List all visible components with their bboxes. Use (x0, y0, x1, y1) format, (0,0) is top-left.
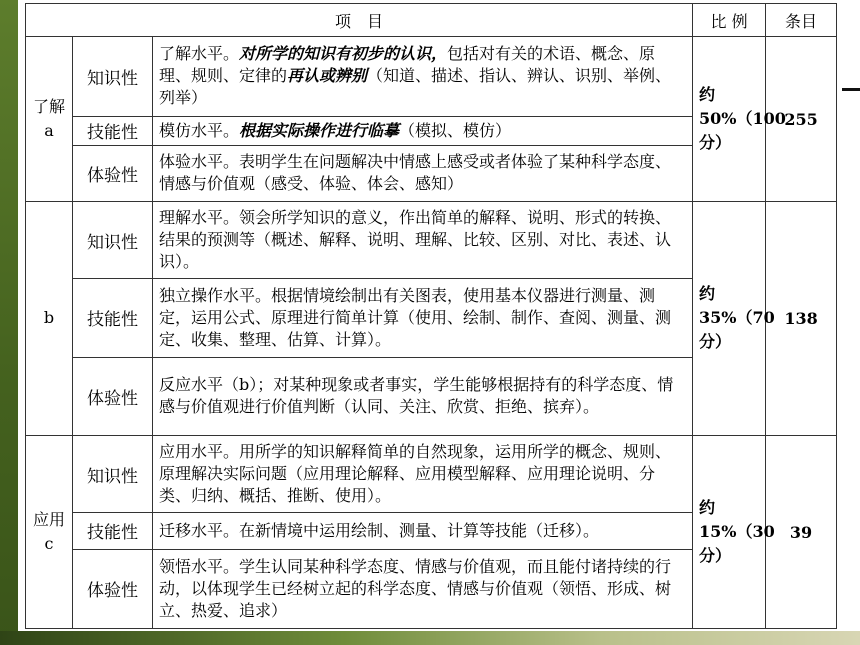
category-cell: 知识性 (73, 436, 153, 513)
description-cell: 领悟水平。学生认同某种科学态度、情感与价值观，而且能付诸持续的行动，以体现学生已经树立起的科学态度、情感与价值观（领悟、形成、树立、热爱、追求） (153, 549, 693, 628)
category-cell: 体验性 (73, 357, 153, 435)
table-row (26, 37, 837, 116)
ratio-cell: 约35%（70分） (693, 201, 766, 435)
category-cell: 技能性 (73, 513, 153, 549)
category-cell: 体验性 (73, 145, 153, 201)
level-label: b (26, 201, 73, 435)
level-label: 应用c (26, 436, 73, 629)
table-row (26, 201, 837, 278)
category-cell: 知识性 (73, 201, 153, 278)
description-cell: 体验水平。表明学生在问题解决中情感上感受或者体验了某种科学态度、情感与价值观（感受、体验、体会、感知） (153, 145, 693, 201)
description-cell: 应用水平。用所学的知识解释简单的自然现象，运用所学的概念、规则、原理解决实际问题（应用理论解释、应用模型解释、应用理论说明、分类、归纳、概括、推断、使用）。 (153, 436, 693, 513)
objectives-table (25, 3, 837, 629)
level-label: 了解a (26, 37, 73, 202)
category-cell: 技能性 (73, 116, 153, 145)
description-cell: 模仿水平。根据实际操作进行临摹（模拟、模仿） (153, 116, 693, 145)
count-cell: 255 (766, 37, 837, 202)
bottom-band (0, 631, 860, 645)
description-cell: 反应水平（b）；对某种现象或者事实，学生能够根据持有的科学态度、情感与价值观进行价值判断（认同、关注、欣赏、拒绝、摈弃）。 (153, 357, 693, 435)
description-cell: 迁移水平。在新情境中运用绘制、测量、计算等技能（迁移）。 (153, 513, 693, 549)
count-cell: 138 (766, 201, 837, 435)
table-row (26, 436, 837, 513)
description-cell: 理解水平。领会所学知识的意义，作出简单的解释、说明、形式的转换、结果的预测等（概述、解释、说明、理解、比较、区别、对比、表述、认识）。 (153, 201, 693, 278)
category-cell: 知识性 (73, 37, 153, 116)
header-ratio: 比 例 (693, 4, 766, 37)
count-cell: 39 (766, 436, 837, 629)
header-row (26, 4, 837, 37)
description-cell: 了解水平。对所学的知识有初步的认识，包括对有关的术语、概念、原理、规则、定律的再认或辨别（知道、描述、指认、辨认、识别、举例、列举） (153, 37, 693, 116)
description-cell: 独立操作水平。根据情境绘制出有关图表，使用基本仪器进行测量、测定，运用公式、原理进行简单计算（使用、绘制、制作、查阅、测量、测定、收集、整理、估算、计算）。 (153, 279, 693, 357)
decorative-line (842, 88, 860, 91)
ratio-cell: 约50%（100分） (693, 37, 766, 202)
category-cell: 技能性 (73, 279, 153, 357)
header-item: 项 目 (26, 4, 693, 37)
ratio-cell: 约15%（30分） (693, 436, 766, 629)
category-cell: 体验性 (73, 549, 153, 628)
header-count: 条目 (766, 4, 837, 37)
